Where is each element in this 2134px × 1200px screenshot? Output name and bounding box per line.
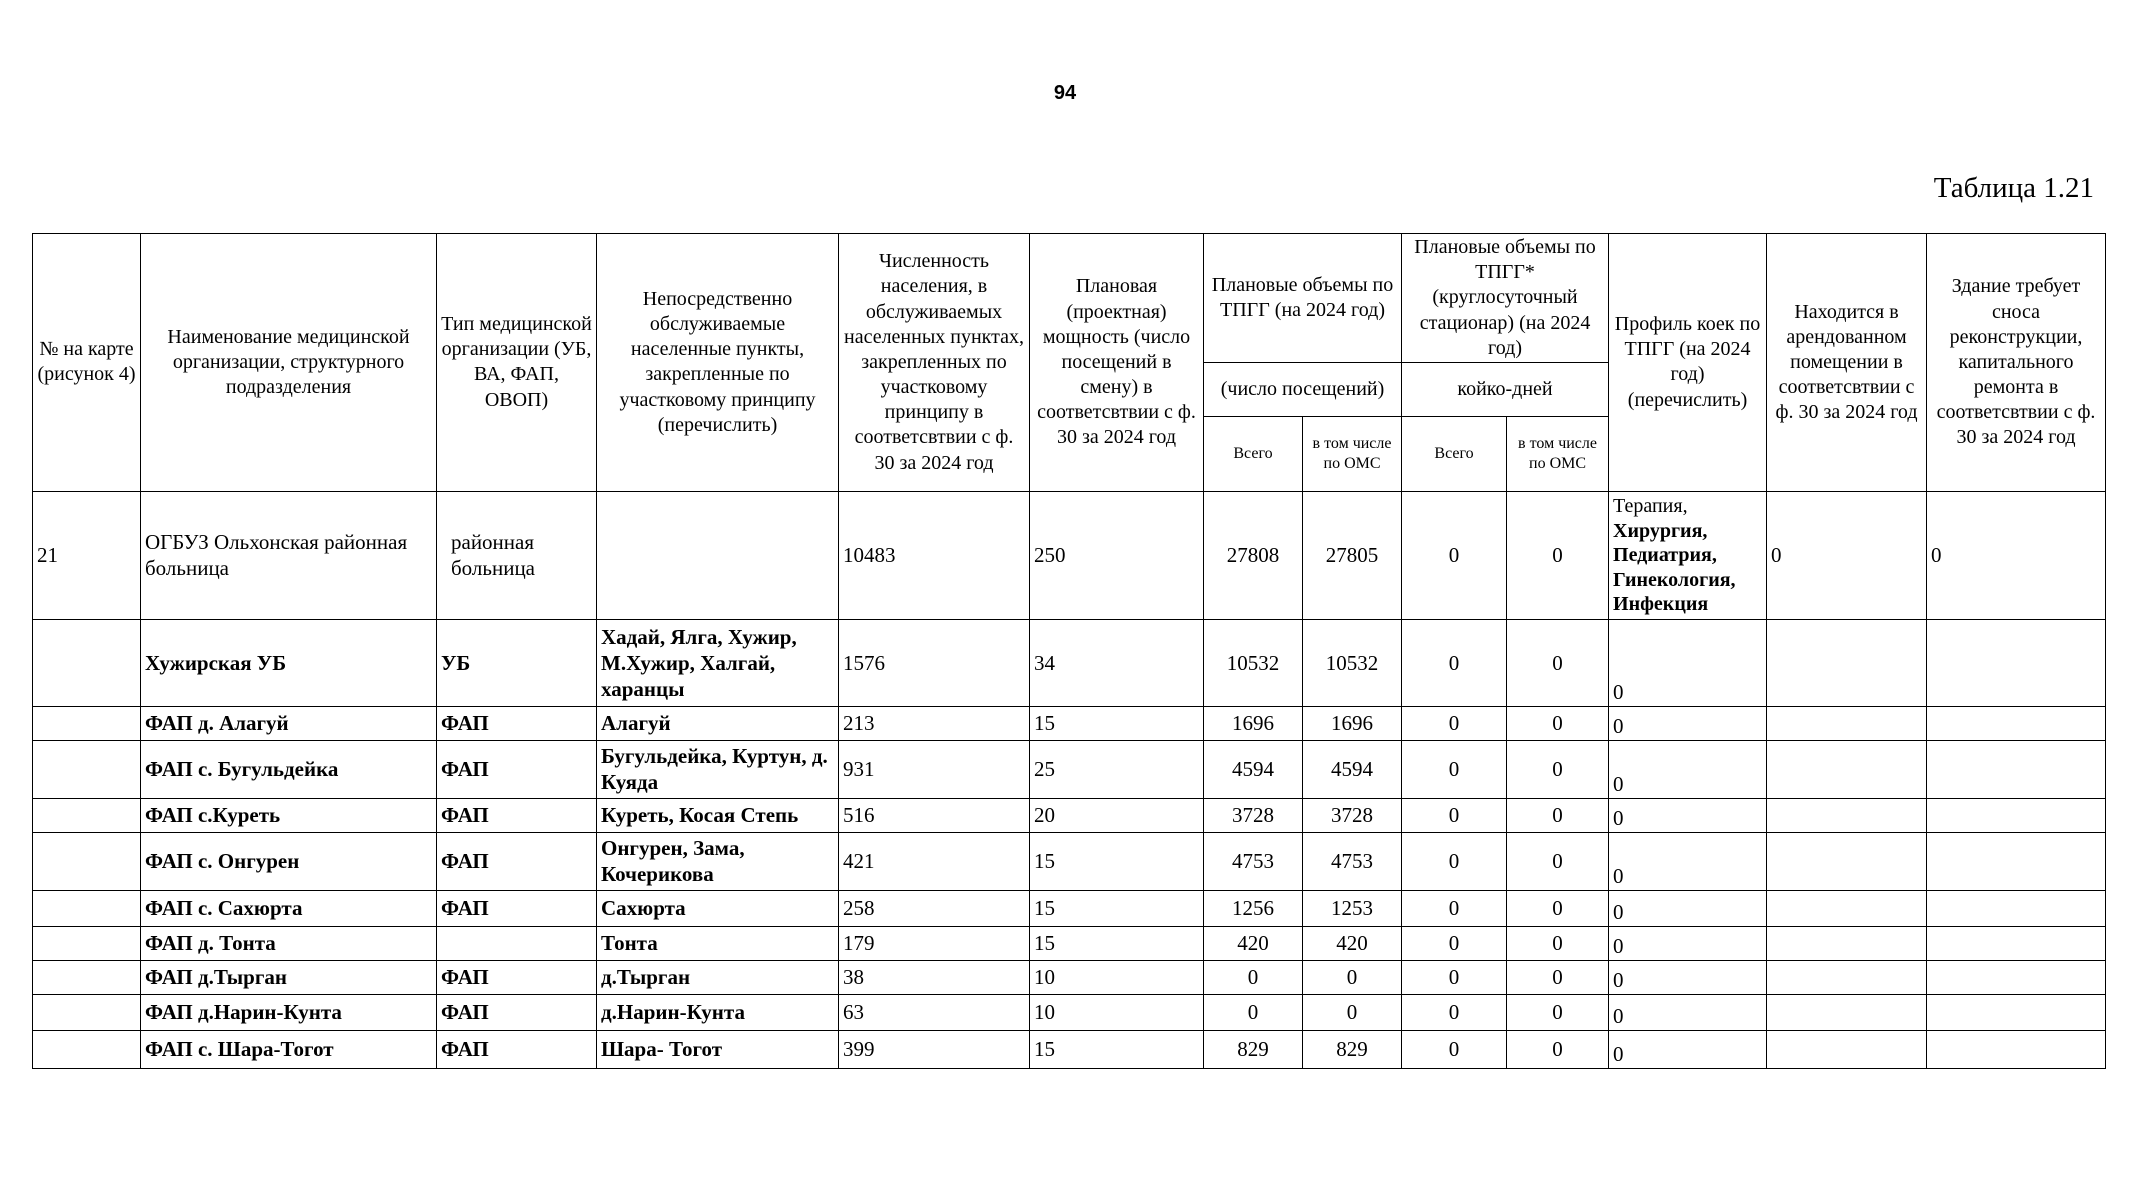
cell-visits-oms: 27805	[1303, 491, 1402, 619]
profile-line: Инфекция	[1613, 593, 1709, 616]
table-row	[33, 832, 2106, 890]
header-bed-days: койко-дней	[1402, 362, 1609, 416]
cell-building-repair	[1927, 832, 2106, 890]
header-rented: Находится в арендованном помещении в соответсвтвии с ф. 30 за 2024 год	[1767, 234, 1927, 492]
cell-visits-oms: 829	[1303, 1030, 1402, 1068]
cell-bed-total: 0	[1402, 832, 1507, 890]
cell-rented	[1767, 1030, 1927, 1068]
table-row-main	[33, 491, 2106, 619]
cell-population: 421	[839, 832, 1030, 890]
cell-organization-type: ФАП	[437, 798, 597, 832]
cell-map-number	[33, 890, 141, 926]
profile-line: Гинекология,	[1613, 568, 1736, 591]
cell-organization-name: ФАП д. Алагуй	[141, 706, 437, 740]
cell-rented	[1767, 926, 1927, 960]
header-bed-total: Всего	[1402, 416, 1507, 491]
cell-rented	[1767, 960, 1927, 994]
header-visits-count: (число посещений)	[1204, 362, 1402, 416]
cell-visits-total: 1256	[1204, 890, 1303, 926]
header-population: Численность населения, в обслуживаемых населенных пунктах, закрепленных по участковому принципу в соответсвтвии с ф. 30 за 2024 год	[839, 234, 1030, 492]
cell-settlements: Хадай, Ялга, Хужир, М.Хужир, Халгай, харанцы	[597, 619, 839, 706]
cell-population: 213	[839, 706, 1030, 740]
cell-map-number	[33, 619, 141, 706]
cell-organization-name: ФАП с. Сахюрта	[141, 890, 437, 926]
cell-building-repair	[1927, 740, 2106, 798]
cell-capacity: 10	[1030, 994, 1204, 1030]
cell-organization-type	[437, 926, 597, 960]
cell-visits-total: 10532	[1204, 619, 1303, 706]
table-caption: Таблица 1.21	[1933, 172, 2094, 204]
facilities-table	[32, 233, 2106, 1069]
cell-organization-type: ФАП	[437, 832, 597, 890]
table-row	[33, 994, 2106, 1030]
cell-map-number: 21	[33, 491, 141, 619]
cell-bed-profile: 0	[1609, 926, 1767, 960]
cell-settlements: Бугульдейка, Куртун, д. Куяда	[597, 740, 839, 798]
page-number: 94	[1053, 82, 1077, 104]
cell-organization-name: ФАП с.Куреть	[141, 798, 437, 832]
profile-line: Педиатрия,	[1613, 544, 1717, 567]
profile-line: Хирургия,	[1613, 519, 1708, 542]
header-visits-volume: Плановые объемы по ТПГГ (на 2024 год)	[1204, 234, 1402, 363]
cell-capacity: 15	[1030, 926, 1204, 960]
header-bed-oms: в том числе по ОМС	[1507, 416, 1609, 491]
cell-organization-name: Хужирская УБ	[141, 619, 437, 706]
cell-rented	[1767, 706, 1927, 740]
cell-bed-total: 0	[1402, 926, 1507, 960]
cell-rented	[1767, 619, 1927, 706]
cell-map-number	[33, 798, 141, 832]
cell-organization-name: ФАП с. Шара-Тогот	[141, 1030, 437, 1068]
cell-map-number	[33, 832, 141, 890]
cell-capacity: 25	[1030, 740, 1204, 798]
cell-bed-profile: 0	[1609, 740, 1767, 798]
cell-rented: 0	[1767, 491, 1927, 619]
cell-visits-total: 27808	[1204, 491, 1303, 619]
cell-visits-oms: 4753	[1303, 832, 1402, 890]
cell-visits-oms: 0	[1303, 960, 1402, 994]
cell-settlements: д.Нарин-Кунта	[597, 994, 839, 1030]
cell-settlements: Онгурен, Зама, Кочерикова	[597, 832, 839, 890]
cell-settlements: Шара- Тогот	[597, 1030, 839, 1068]
cell-visits-oms: 4594	[1303, 740, 1402, 798]
header-visits-total: Всего	[1204, 416, 1303, 491]
cell-bed-profile: 0	[1609, 706, 1767, 740]
cell-building-repair	[1927, 960, 2106, 994]
cell-map-number	[33, 740, 141, 798]
cell-population: 38	[839, 960, 1030, 994]
cell-bed-total: 0	[1402, 890, 1507, 926]
cell-map-number	[33, 926, 141, 960]
cell-visits-oms: 420	[1303, 926, 1402, 960]
cell-settlements: Алагуй	[597, 706, 839, 740]
cell-visits-oms: 0	[1303, 994, 1402, 1030]
header-bed-profile: Профиль коек по ТПГГ (на 2024 год) (перечислить)	[1609, 234, 1767, 492]
cell-rented	[1767, 832, 1927, 890]
table-row	[33, 1030, 2106, 1068]
cell-organization-type: ФАП	[437, 994, 597, 1030]
cell-population: 399	[839, 1030, 1030, 1068]
table-row	[33, 926, 2106, 960]
cell-bed-oms: 0	[1507, 890, 1609, 926]
cell-visits-total: 0	[1204, 994, 1303, 1030]
cell-population: 516	[839, 798, 1030, 832]
cell-bed-total: 0	[1402, 1030, 1507, 1068]
cell-building-repair	[1927, 890, 2106, 926]
table-row	[33, 798, 2106, 832]
cell-organization-type: ФАП	[437, 740, 597, 798]
cell-bed-oms: 0	[1507, 491, 1609, 619]
cell-organization-name: ФАП д. Тонта	[141, 926, 437, 960]
header-building-repair: Здание требует сноса реконструкции, капитального ремонта в соответсвтвии с ф. 30 за 2024 год	[1927, 234, 2106, 492]
cell-bed-profile: 0	[1609, 960, 1767, 994]
cell-population: 10483	[839, 491, 1030, 619]
table-row	[33, 619, 2106, 706]
cell-bed-total: 0	[1402, 798, 1507, 832]
cell-settlements: Тонта	[597, 926, 839, 960]
cell-population: 1576	[839, 619, 1030, 706]
cell-visits-total: 0	[1204, 960, 1303, 994]
cell-bed-oms: 0	[1507, 740, 1609, 798]
cell-organization-name: ОГБУЗ Ольхонская районная больница	[141, 491, 437, 619]
header-organization-type: Тип медицинской организации (УБ, ВА, ФАП, ОВОП)	[437, 234, 597, 492]
cell-bed-total: 0	[1402, 994, 1507, 1030]
cell-rented	[1767, 798, 1927, 832]
cell-bed-total: 0	[1402, 740, 1507, 798]
cell-map-number	[33, 1030, 141, 1068]
cell-capacity: 15	[1030, 890, 1204, 926]
cell-bed-profile: 0	[1609, 619, 1767, 706]
cell-organization-name: ФАП д.Нарин-Кунта	[141, 994, 437, 1030]
cell-organization-type: ФАП	[437, 1030, 597, 1068]
cell-capacity: 34	[1030, 619, 1204, 706]
cell-bed-oms: 0	[1507, 926, 1609, 960]
cell-settlements: Сахюрта	[597, 890, 839, 926]
cell-bed-profile: 0	[1609, 1030, 1767, 1068]
cell-bed-total: 0	[1402, 706, 1507, 740]
cell-bed-oms: 0	[1507, 960, 1609, 994]
cell-visits-oms: 1696	[1303, 706, 1402, 740]
cell-population: 179	[839, 926, 1030, 960]
cell-bed-total: 0	[1402, 619, 1507, 706]
cell-map-number	[33, 706, 141, 740]
cell-bed-total: 0	[1402, 491, 1507, 619]
cell-settlements: Куреть, Косая Степь	[597, 798, 839, 832]
cell-capacity: 15	[1030, 706, 1204, 740]
cell-bed-oms: 0	[1507, 619, 1609, 706]
cell-capacity: 15	[1030, 1030, 1204, 1068]
cell-visits-oms: 3728	[1303, 798, 1402, 832]
cell-building-repair	[1927, 1030, 2106, 1068]
cell-bed-oms: 0	[1507, 798, 1609, 832]
cell-bed-profile: 0	[1609, 890, 1767, 926]
header-organization-name: Наименование медицинской организации, структурного подразделения	[141, 234, 437, 492]
cell-building-repair: 0	[1927, 491, 2106, 619]
cell-organization-type: ФАП	[437, 890, 597, 926]
cell-population: 931	[839, 740, 1030, 798]
cell-rented	[1767, 740, 1927, 798]
cell-visits-total: 829	[1204, 1030, 1303, 1068]
cell-rented	[1767, 994, 1927, 1030]
cell-building-repair	[1927, 926, 2106, 960]
cell-population: 63	[839, 994, 1030, 1030]
header-settlements: Непосредственно обслуживаемые населенные пункты, закрепленные по участковому принципу (перечислить)	[597, 234, 839, 492]
table-row	[33, 706, 2106, 740]
table-header	[33, 234, 2106, 492]
cell-visits-oms: 10532	[1303, 619, 1402, 706]
cell-organization-name: ФАП с. Бугульдейка	[141, 740, 437, 798]
cell-organization-type: ФАП	[437, 706, 597, 740]
cell-visits-total: 420	[1204, 926, 1303, 960]
cell-building-repair	[1927, 994, 2106, 1030]
cell-map-number	[33, 994, 141, 1030]
cell-rented	[1767, 890, 1927, 926]
cell-settlements	[597, 491, 839, 619]
cell-building-repair	[1927, 798, 2106, 832]
cell-visits-total: 1696	[1204, 706, 1303, 740]
cell-visits-total: 4594	[1204, 740, 1303, 798]
cell-capacity: 20	[1030, 798, 1204, 832]
table-row	[33, 890, 2106, 926]
cell-visits-total: 4753	[1204, 832, 1303, 890]
cell-visits-total: 3728	[1204, 798, 1303, 832]
cell-visits-oms: 1253	[1303, 890, 1402, 926]
cell-map-number	[33, 960, 141, 994]
cell-bed-profile	[1609, 491, 1767, 619]
cell-capacity: 15	[1030, 832, 1204, 890]
cell-settlements: д.Тырган	[597, 960, 839, 994]
cell-organization-type: УБ	[437, 619, 597, 706]
cell-bed-profile: 0	[1609, 798, 1767, 832]
header-map-number: № на карте (рисунок 4)	[33, 234, 141, 492]
cell-bed-oms: 0	[1507, 1030, 1609, 1068]
table-row	[33, 960, 2106, 994]
header-bed-volume: Плановые объемы по ТПГГ* (круглосуточный стационар) (на 2024 год)	[1402, 234, 1609, 363]
profile-line: Терапия,	[1613, 495, 1688, 518]
cell-organization-name: ФАП с. Онгурен	[141, 832, 437, 890]
table-row	[33, 740, 2106, 798]
cell-organization-type: ФАП	[437, 960, 597, 994]
cell-capacity: 10	[1030, 960, 1204, 994]
cell-bed-oms: 0	[1507, 994, 1609, 1030]
header-visits-oms: в том числе по ОМС	[1303, 416, 1402, 491]
cell-bed-profile: 0	[1609, 994, 1767, 1030]
header-capacity: Плановая (проектная) мощность (число посещений в смену) в соответсвтвии с ф. 30 за 2024 год	[1030, 234, 1204, 492]
cell-bed-oms: 0	[1507, 706, 1609, 740]
cell-bed-profile: 0	[1609, 832, 1767, 890]
cell-building-repair	[1927, 706, 2106, 740]
cell-population: 258	[839, 890, 1030, 926]
table-body	[33, 491, 2106, 1068]
cell-building-repair	[1927, 619, 2106, 706]
cell-bed-oms: 0	[1507, 832, 1609, 890]
cell-organization-name: ФАП д.Тырган	[141, 960, 437, 994]
cell-organization-type: районная больница	[437, 491, 597, 619]
cell-bed-total: 0	[1402, 960, 1507, 994]
cell-capacity: 250	[1030, 491, 1204, 619]
